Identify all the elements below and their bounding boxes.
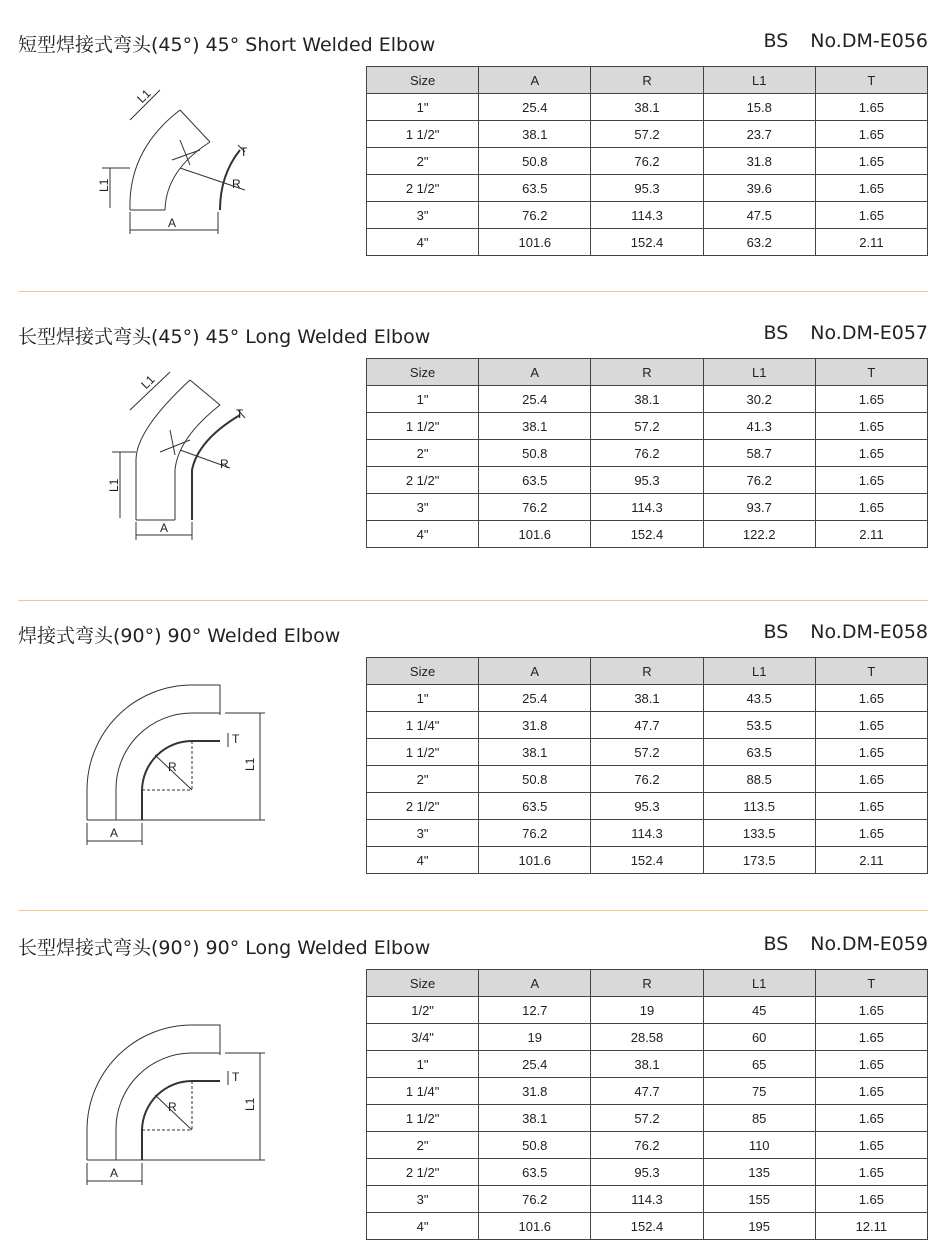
table-cell: 76.2 [479, 820, 591, 847]
section-title: 长型焊接式弯头(45°) 45° Long Welded Elbow [18, 326, 431, 348]
table-cell: 1" [367, 1051, 479, 1078]
table-row [367, 121, 928, 148]
table-cell: 1.65 [815, 202, 927, 229]
section-title: 焊接式弯头(90°) 90° Welded Elbow [18, 625, 341, 647]
standard-label: BS [763, 933, 789, 955]
table-cell: 75 [703, 1078, 815, 1105]
product-code [764, 30, 928, 52]
table-cell: 57.2 [591, 739, 703, 766]
table-header-row [367, 67, 928, 94]
table-cell: 95.3 [591, 793, 703, 820]
table-cell: 1 1/2" [367, 413, 479, 440]
table-cell: 1" [367, 94, 479, 121]
table-cell: 1" [367, 685, 479, 712]
column-header: L1 [703, 359, 815, 386]
table-cell: 50.8 [479, 1132, 591, 1159]
table-cell: 28.58 [591, 1024, 703, 1051]
table-cell: 57.2 [591, 121, 703, 148]
code-number: No.DM-E056 [810, 30, 928, 52]
table-cell: 88.5 [703, 766, 815, 793]
table-cell: 1.65 [815, 793, 927, 820]
column-header: R [591, 658, 703, 685]
elbow-90-drawing [80, 675, 280, 850]
column-header: T [815, 658, 927, 685]
table-cell: 43.5 [703, 685, 815, 712]
table-cell: 4" [367, 847, 479, 874]
table-row [367, 793, 928, 820]
table-row [367, 1159, 928, 1186]
table-cell: 155 [703, 1186, 815, 1213]
table-cell: 1.65 [815, 1132, 927, 1159]
table-cell: 50.8 [479, 440, 591, 467]
table-row [367, 997, 928, 1024]
table-cell: 76.2 [591, 766, 703, 793]
table-cell: 19 [591, 997, 703, 1024]
table-cell: 63.5 [479, 175, 591, 202]
table-cell: 3" [367, 820, 479, 847]
table-cell: 47.5 [703, 202, 815, 229]
table-cell: 63.5 [479, 1159, 591, 1186]
table-cell: 101.6 [479, 521, 591, 548]
table-cell: 101.6 [479, 229, 591, 256]
table-cell: 2 1/2" [367, 1159, 479, 1186]
table-cell: 63.2 [703, 229, 815, 256]
table-cell: 2.11 [815, 847, 927, 874]
table-cell: 1.65 [815, 820, 927, 847]
table-cell: 95.3 [591, 175, 703, 202]
table-row [367, 739, 928, 766]
table-cell: 2" [367, 440, 479, 467]
table-cell: 25.4 [479, 386, 591, 413]
table-row [367, 94, 928, 121]
section-title: 短型焊接式弯头(45°) 45° Short Welded Elbow [18, 34, 436, 56]
section-divider [18, 291, 928, 292]
table-cell: 38.1 [591, 386, 703, 413]
spec-table [366, 66, 928, 256]
table-cell: 152.4 [591, 1213, 703, 1240]
table-cell: 1.65 [815, 1024, 927, 1051]
table-cell: 1 1/2" [367, 1105, 479, 1132]
dim-r-label: R [168, 1100, 177, 1114]
table-cell: 1.65 [815, 467, 927, 494]
table-cell: 3" [367, 202, 479, 229]
table-row [367, 766, 928, 793]
table-row [367, 712, 928, 739]
table-cell: 1 1/2" [367, 739, 479, 766]
table-cell: 50.8 [479, 766, 591, 793]
code-number: No.DM-E059 [810, 933, 928, 955]
table-cell: 1.65 [815, 1159, 927, 1186]
table-cell: 2.11 [815, 229, 927, 256]
table-row [367, 386, 928, 413]
table-cell: 2" [367, 1132, 479, 1159]
table-row [367, 440, 928, 467]
table-cell: 1 1/4" [367, 1078, 479, 1105]
product-code [764, 322, 928, 344]
column-header: A [479, 658, 591, 685]
table-cell: 195 [703, 1213, 815, 1240]
dim-l1-label: L1 [134, 86, 154, 106]
table-cell: 76.2 [703, 467, 815, 494]
table-row [367, 1105, 928, 1132]
dim-l1-label: L1 [138, 372, 158, 392]
table-cell: 173.5 [703, 847, 815, 874]
table-cell: 1.65 [815, 739, 927, 766]
table-cell: 31.8 [703, 148, 815, 175]
dim-l1-label: L1 [243, 757, 257, 771]
table-cell: 2" [367, 148, 479, 175]
table-cell: 47.7 [591, 712, 703, 739]
table-cell: 4" [367, 521, 479, 548]
table-cell: 1/2" [367, 997, 479, 1024]
table-cell: 152.4 [591, 847, 703, 874]
table-cell: 4" [367, 229, 479, 256]
table-cell: 1.65 [815, 494, 927, 521]
table-header-row [367, 658, 928, 685]
column-header: T [815, 359, 927, 386]
table-cell: 1.65 [815, 148, 927, 175]
standard-label: BS [763, 322, 789, 344]
dim-t-label: T [236, 407, 244, 421]
table-cell: 85 [703, 1105, 815, 1132]
table-row [367, 1186, 928, 1213]
table-cell: 45 [703, 997, 815, 1024]
dim-r-label: R [168, 760, 177, 774]
table-cell: 95.3 [591, 467, 703, 494]
table-cell: 57.2 [591, 1105, 703, 1132]
table-cell: 15.8 [703, 94, 815, 121]
column-header: R [591, 67, 703, 94]
table-cell: 3" [367, 494, 479, 521]
code-number: No.DM-E058 [810, 621, 928, 643]
table-cell: 47.7 [591, 1078, 703, 1105]
table-cell: 76.2 [479, 1186, 591, 1213]
table-cell: 76.2 [479, 494, 591, 521]
column-header: T [815, 970, 927, 997]
table-cell: 101.6 [479, 847, 591, 874]
table-cell: 2" [367, 766, 479, 793]
table-cell: 12.7 [479, 997, 591, 1024]
table-row [367, 820, 928, 847]
product-code [764, 621, 928, 643]
dim-a-label: A [168, 216, 177, 230]
table-cell: 1.65 [815, 685, 927, 712]
column-header: A [479, 359, 591, 386]
table-cell: 50.8 [479, 148, 591, 175]
column-header: L1 [703, 67, 815, 94]
elbow-45-long-drawing [80, 360, 280, 550]
table-row [367, 202, 928, 229]
table-cell: 76.2 [591, 148, 703, 175]
table-cell: 1.65 [815, 413, 927, 440]
table-cell: 63.5 [479, 793, 591, 820]
table-cell: 114.3 [591, 494, 703, 521]
table-row [367, 1213, 928, 1240]
table-cell: 110 [703, 1132, 815, 1159]
table-cell: 60 [703, 1024, 815, 1051]
table-cell: 19 [479, 1024, 591, 1051]
table-cell: 1 1/4" [367, 712, 479, 739]
column-header: L1 [703, 970, 815, 997]
dim-r-label: R [232, 177, 241, 191]
table-cell: 135 [703, 1159, 815, 1186]
column-header: R [591, 359, 703, 386]
table-cell: 12.11 [815, 1213, 927, 1240]
table-cell: 41.3 [703, 413, 815, 440]
table-cell: 30.2 [703, 386, 815, 413]
column-header: Size [367, 67, 479, 94]
column-header: A [479, 970, 591, 997]
table-cell: 63.5 [703, 739, 815, 766]
table-cell: 2.11 [815, 521, 927, 548]
standard-label: BS [763, 621, 789, 643]
dim-a-label: A [110, 826, 119, 840]
dim-t-label: T [232, 1070, 240, 1084]
table-cell: 113.5 [703, 793, 815, 820]
table-cell: 114.3 [591, 202, 703, 229]
dim-l1-label: L1 [243, 1097, 257, 1111]
table-cell: 38.1 [479, 739, 591, 766]
table-cell: 25.4 [479, 1051, 591, 1078]
table-cell: 152.4 [591, 521, 703, 548]
table-cell: 1.65 [815, 121, 927, 148]
table-cell: 38.1 [479, 121, 591, 148]
table-cell: 58.7 [703, 440, 815, 467]
table-cell: 1.65 [815, 1078, 927, 1105]
table-row [367, 1132, 928, 1159]
table-cell: 114.3 [591, 1186, 703, 1213]
table-cell: 76.2 [591, 440, 703, 467]
table-row [367, 148, 928, 175]
table-cell: 76.2 [479, 202, 591, 229]
dim-a-label: A [110, 1166, 119, 1180]
table-cell: 101.6 [479, 1213, 591, 1240]
table-cell: 122.2 [703, 521, 815, 548]
table-cell: 1.65 [815, 386, 927, 413]
table-cell: 57.2 [591, 413, 703, 440]
table-row [367, 413, 928, 440]
table-cell: 53.5 [703, 712, 815, 739]
section-divider [18, 910, 928, 911]
table-row [367, 1051, 928, 1078]
code-number: No.DM-E057 [810, 322, 928, 344]
product-code [764, 933, 928, 955]
table-cell: 38.1 [479, 413, 591, 440]
dim-l1-side-label: L1 [107, 478, 121, 492]
column-header: R [591, 970, 703, 997]
elbow-45-short-drawing [80, 80, 280, 240]
table-cell: 25.4 [479, 94, 591, 121]
table-cell: 31.8 [479, 712, 591, 739]
column-header: Size [367, 658, 479, 685]
table-cell: 1.65 [815, 175, 927, 202]
column-header: A [479, 67, 591, 94]
table-header-row [367, 359, 928, 386]
section-title: 长型焊接式弯头(90°) 90° Long Welded Elbow [18, 937, 431, 959]
column-header: T [815, 67, 927, 94]
table-cell: 31.8 [479, 1078, 591, 1105]
column-header: Size [367, 970, 479, 997]
table-cell: 25.4 [479, 685, 591, 712]
table-cell: 1.65 [815, 766, 927, 793]
table-row [367, 847, 928, 874]
table-cell: 152.4 [591, 229, 703, 256]
spec-table [366, 657, 928, 874]
table-cell: 1" [367, 386, 479, 413]
table-cell: 1.65 [815, 1105, 927, 1132]
table-row [367, 229, 928, 256]
table-cell: 38.1 [479, 1105, 591, 1132]
table-cell: 1.65 [815, 440, 927, 467]
dim-r-label: R [220, 457, 229, 471]
table-cell: 2 1/2" [367, 175, 479, 202]
table-cell: 4" [367, 1213, 479, 1240]
table-cell: 95.3 [591, 1159, 703, 1186]
column-header: L1 [703, 658, 815, 685]
table-cell: 39.6 [703, 175, 815, 202]
table-cell: 38.1 [591, 94, 703, 121]
table-row [367, 685, 928, 712]
table-row [367, 1024, 928, 1051]
elbow-90-long-drawing [80, 1015, 280, 1190]
column-header: Size [367, 359, 479, 386]
table-row [367, 467, 928, 494]
dim-t-label: T [240, 145, 248, 159]
table-cell: 1.65 [815, 1051, 927, 1078]
table-cell: 93.7 [703, 494, 815, 521]
table-cell: 1.65 [815, 94, 927, 121]
table-row [367, 521, 928, 548]
spec-table [366, 358, 928, 548]
table-cell: 65 [703, 1051, 815, 1078]
table-row [367, 175, 928, 202]
table-cell: 2 1/2" [367, 793, 479, 820]
table-cell: 3" [367, 1186, 479, 1213]
table-cell: 38.1 [591, 685, 703, 712]
table-cell: 2 1/2" [367, 467, 479, 494]
table-cell: 23.7 [703, 121, 815, 148]
dim-a-label: A [160, 521, 169, 535]
table-cell: 1.65 [815, 997, 927, 1024]
table-cell: 1.65 [815, 712, 927, 739]
table-row [367, 494, 928, 521]
dim-t-label: T [232, 732, 240, 746]
table-cell: 1.65 [815, 1186, 927, 1213]
table-cell: 133.5 [703, 820, 815, 847]
standard-label: BS [763, 30, 789, 52]
table-cell: 114.3 [591, 820, 703, 847]
table-header-row [367, 970, 928, 997]
table-cell: 76.2 [591, 1132, 703, 1159]
spec-table [366, 969, 928, 1240]
section-divider [18, 600, 928, 601]
table-cell: 63.5 [479, 467, 591, 494]
table-cell: 3/4" [367, 1024, 479, 1051]
table-cell: 1 1/2" [367, 121, 479, 148]
table-row [367, 1078, 928, 1105]
dim-l1-side-label: L1 [97, 178, 111, 192]
table-cell: 38.1 [591, 1051, 703, 1078]
